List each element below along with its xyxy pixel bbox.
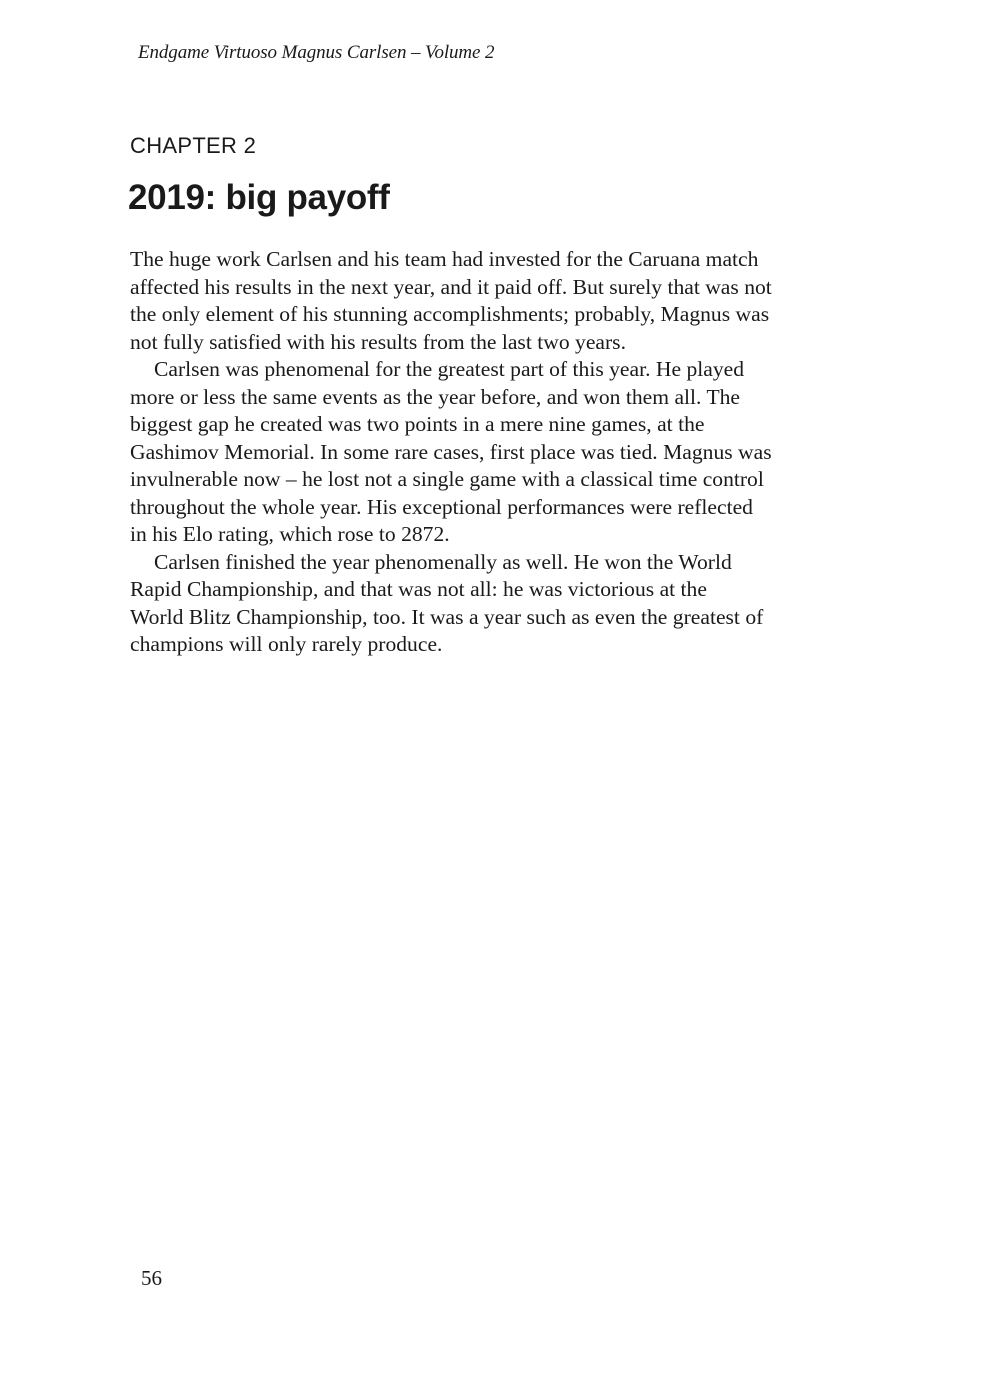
chapter-label: CHAPTER 2 [130, 133, 257, 158]
text-line: champions will only rarely produce. [130, 632, 443, 656]
text-line: not fully satisfied with his results from the last two years. [130, 329, 626, 354]
text-line: biggest gap he created was two points in a mere nine games, at the [130, 412, 705, 436]
text-line: Carlsen was phenomenal for the greatest part of this year. He played [154, 357, 745, 381]
text-line: Gashimov Memorial. In some rare cases, first place was tied. Magnus was [130, 439, 772, 464]
page-number: 56 [141, 1266, 162, 1290]
paragraph [130, 246, 870, 356]
text-line: the only element of his stunning accomplishments; probably, Magnus was [130, 302, 770, 326]
text-line: invulnerable now – he lost not a single game with a classical time control [130, 467, 764, 491]
paragraph [130, 549, 870, 659]
text-line: throughout the whole year. His exceptional performances were reflected [130, 494, 753, 519]
text-line: Rapid Championship, and that was not all: he was victorious at the [130, 577, 707, 601]
text-line: in his Elo rating, which rose to 2872. [130, 522, 450, 546]
text-line: Carlsen finished the year phenomenally as well. He won the World [154, 549, 732, 574]
text-line: more or less the same events as the year before, and won them all. The [130, 384, 741, 409]
text-line: World Blitz Championship, too. It was a year such as even the greatest of [130, 604, 764, 629]
text-line: affected his results in the next year, and it paid off. But surely that was not [130, 274, 772, 299]
running-header: Endgame Virtuoso Magnus Carlsen – Volume 2 [138, 42, 495, 63]
body-text [130, 246, 870, 659]
text-line: The huge work Carlsen and his team had invested for the Caruana match [130, 247, 759, 271]
chapter-title: 2019: big payoff [128, 178, 390, 217]
paragraph [130, 356, 870, 549]
